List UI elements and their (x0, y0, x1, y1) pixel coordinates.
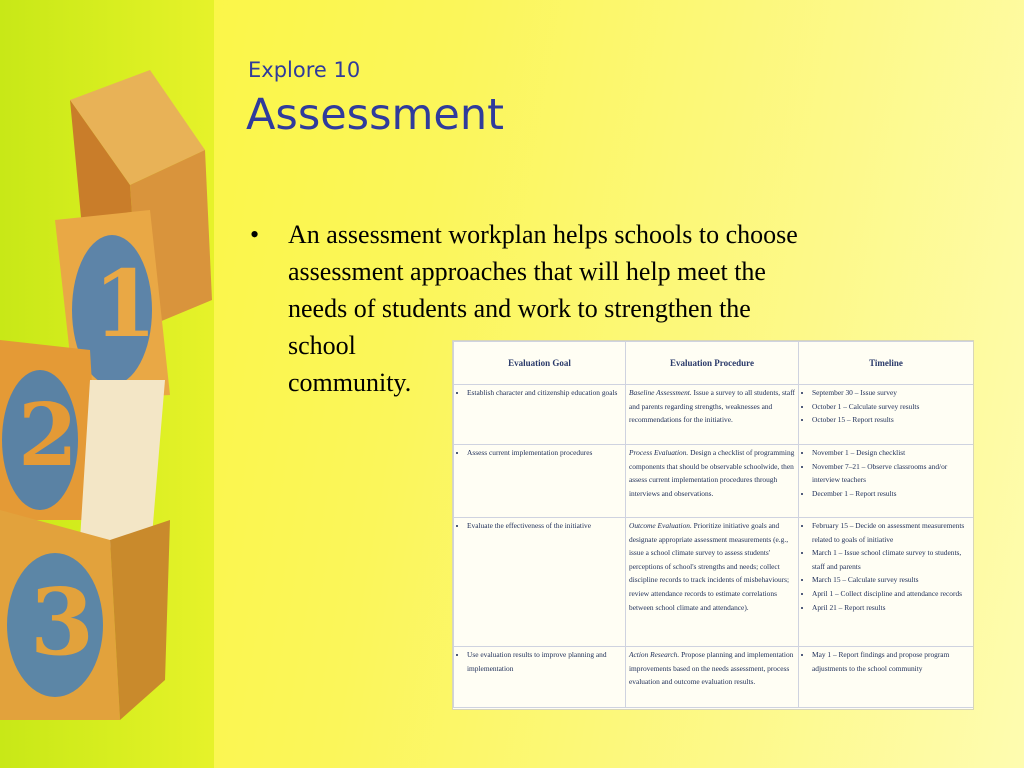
timeline-item: • November 7–21 – Observe classrooms and/or interview teachers (812, 460, 970, 487)
procedure-cell (626, 647, 799, 708)
bullet-line: school (288, 331, 356, 360)
goal-text: • Evaluate the effectiveness of the initiative (467, 519, 622, 533)
procedure-cell (626, 518, 799, 647)
procedure-lead: Action Research. (629, 650, 680, 659)
evaluation-table (453, 341, 974, 708)
bullet-line: An assessment workplan helps schools to choose (288, 220, 798, 249)
goal-text: • Establish character and citizenship education goals (467, 386, 622, 400)
goal-cell (454, 518, 626, 647)
procedure-cell (626, 385, 799, 445)
table-row (454, 445, 974, 518)
evaluation-table-image (452, 340, 974, 710)
goal-text: • Assess current implementation procedures (467, 446, 622, 460)
goal-cell (454, 647, 626, 708)
block-glyph-3: 3 (30, 568, 95, 676)
table-row (454, 385, 974, 445)
timeline-cell (799, 518, 974, 647)
timeline-item: • March 1 – Issue school climate survey to students, staff and parents (812, 546, 970, 573)
bullet-line: community. (288, 368, 412, 397)
timeline-item: • December 1 – Report results (812, 487, 970, 501)
header-evaluation-goal: Evaluation Goal (454, 342, 626, 385)
header-evaluation-procedure: Evaluation Procedure (626, 342, 799, 385)
bullet-line: needs of students and work to strengthen the (288, 294, 751, 323)
timeline-cell (799, 445, 974, 518)
procedure-text: Design a checklist of programming components that should be observable schoolwide, then assess current implementation procedures through interviews and observations. (629, 448, 795, 498)
timeline-cell (799, 647, 974, 708)
timeline-item: • October 15 – Report results (812, 413, 970, 427)
timeline-item: • November 1 – Design checklist (812, 446, 970, 460)
goal-text: • Use evaluation results to improve planning and implementation (467, 648, 622, 675)
timeline-item: • February 15 – Decide on assessment measurements related to goals of initiative (812, 519, 970, 546)
block-glyph-1: 1 (93, 250, 158, 358)
table-row (454, 647, 974, 708)
timeline-item: • September 30 – Issue survey (812, 386, 970, 400)
bullet-icon: • (250, 220, 260, 249)
block-glyph-2: 2 (18, 385, 78, 486)
procedure-text: Propose planning and implementation improvements based on the needs assessment, process evaluation and outcome evaluation results. (629, 650, 794, 687)
timeline-item: • April 1 – Collect discipline and attendance records (812, 587, 970, 601)
bullet-line: assessment approaches that will help meet the (288, 257, 766, 286)
header-timeline: Timeline (799, 342, 974, 385)
timeline-cell (799, 385, 974, 445)
slide-subtitle: Explore 10 (248, 58, 361, 82)
goal-cell (454, 385, 626, 445)
timeline-item: • October 1 – Calculate survey results (812, 400, 970, 414)
procedure-cell (626, 445, 799, 518)
timeline-item: • May 1 – Report findings and propose program adjustments to the school community (812, 648, 970, 675)
procedure-text: Prioritize initiative goals and designate appropriate assessment measurements (e.g., issue a school climate survey to assess students' perceptions of school's strengths and needs; collect discipline records to track incidents of misbehaviours; review attendance records to estimate correlations between school climate and attendance). (629, 521, 790, 612)
wooden-blocks-photo (0, 0, 214, 768)
procedure-text: Issue a survey to all students, staff and parents regarding strengths, weaknesses and recommendations for the initiative. (629, 388, 796, 425)
timeline-item: • March 15 – Calculate survey results (812, 573, 970, 587)
timeline-item: • April 21 – Report results (812, 601, 970, 615)
procedure-lead: Outcome Evaluation. (629, 521, 692, 530)
procedure-lead: Process Evaluation. (629, 448, 689, 457)
slide-title: Assessment (246, 90, 504, 140)
procedure-lead: Baseline Assessment. (629, 388, 692, 397)
goal-cell (454, 445, 626, 518)
table-row (454, 518, 974, 647)
